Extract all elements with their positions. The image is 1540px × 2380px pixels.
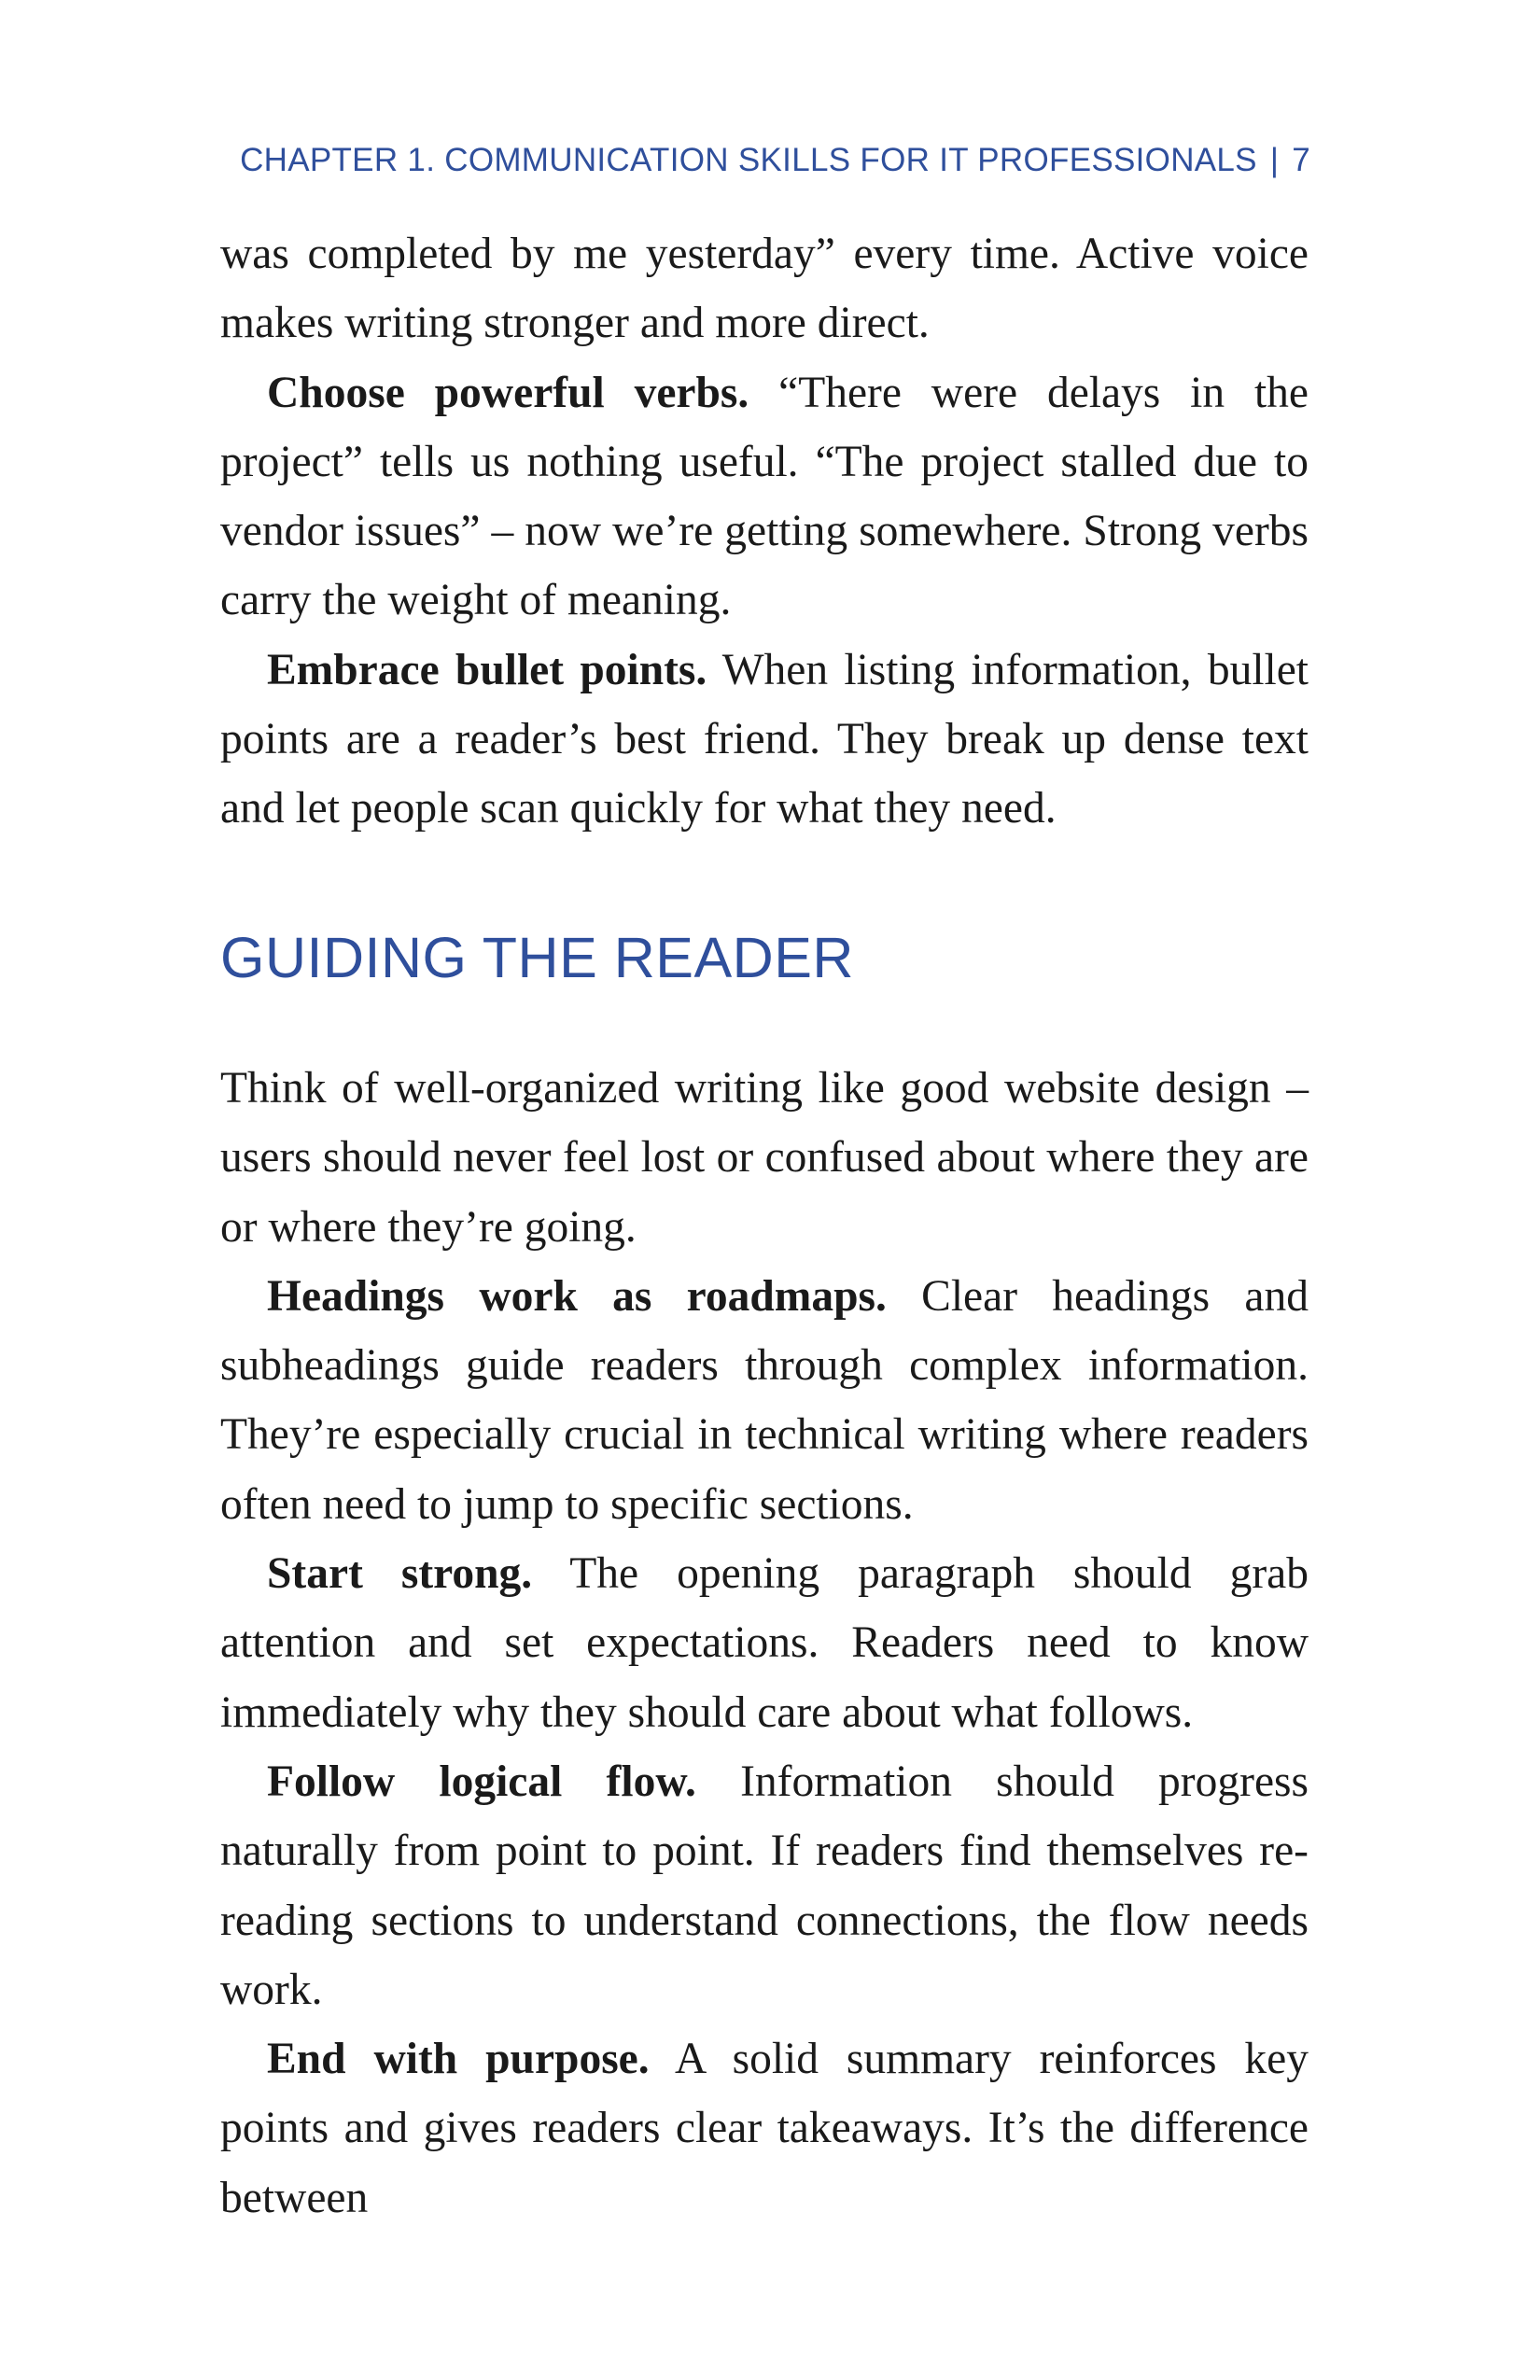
paragraph-lead: Headings work as roadmaps. (267, 1271, 887, 1321)
paragraph-text: “There were delays in the project” tells us nothing useful. “The project stalled due to vendor issues” – now we’re getting somewhere. Strong verbs carry the weight of meaning. (220, 368, 1309, 625)
paragraph-continuation: was completed by me yesterday” every time. Active voice makes writing stronger and more direct. (220, 230, 1309, 348)
paragraph-lead: End with purpose. (267, 2035, 650, 2084)
paragraph-text: The opening paragraph should grab attention and set expectations. Readers need to know immediately why they should care about what follows. (220, 1549, 1309, 1737)
paragraph-lead: Embrace bullet points. (267, 645, 707, 694)
running-header (220, 142, 1310, 179)
paragraph-lead: Start strong. (267, 1549, 533, 1599)
section-heading: GUIDING THE READER (220, 926, 854, 989)
paragraph-headings (220, 1262, 1309, 1539)
page-number: 7 (1292, 142, 1310, 178)
chapter-title: CHAPTER 1. COMMUNICATION SKILLS FOR IT PROFESSIONALS (240, 142, 1257, 178)
body-text-top (220, 219, 1309, 844)
paragraph-lead: Follow logical flow. (267, 1757, 696, 1806)
paragraph-intro: Think of well-organized writing like good website design – users should never feel lost or confused about where they are or where they’re going. (220, 1064, 1309, 1252)
paragraph-start-strong (220, 1539, 1309, 1747)
paragraph-text: When listing information, bullet points are a reader’s best friend. They break up dense text and let people scan quickly for what they need. (220, 645, 1309, 833)
paragraph-lead: Choose powerful verbs. (267, 368, 749, 417)
paragraph-text: Clear headings and subheadings guide readers through complex information. They’re especially crucial in technical writing where readers often need to jump to specific sections. (220, 1271, 1309, 1529)
paragraph-text: A solid summary reinforces key points and gives readers clear takeaways. It’s the difference between (220, 2035, 1309, 2222)
paragraph-powerful-verbs (220, 358, 1309, 636)
paragraph-logical-flow (220, 1747, 1309, 2024)
body-text-bottom (220, 1054, 1309, 2233)
paragraph-bullet-points (220, 636, 1309, 844)
header-separator: | (1269, 142, 1280, 178)
paragraph-end-purpose (220, 2024, 1309, 2233)
paragraph-text: Information should progress naturally from point to point. If readers find themselves re-reading sections to understand connections, the flow needs work. (220, 1757, 1309, 2014)
